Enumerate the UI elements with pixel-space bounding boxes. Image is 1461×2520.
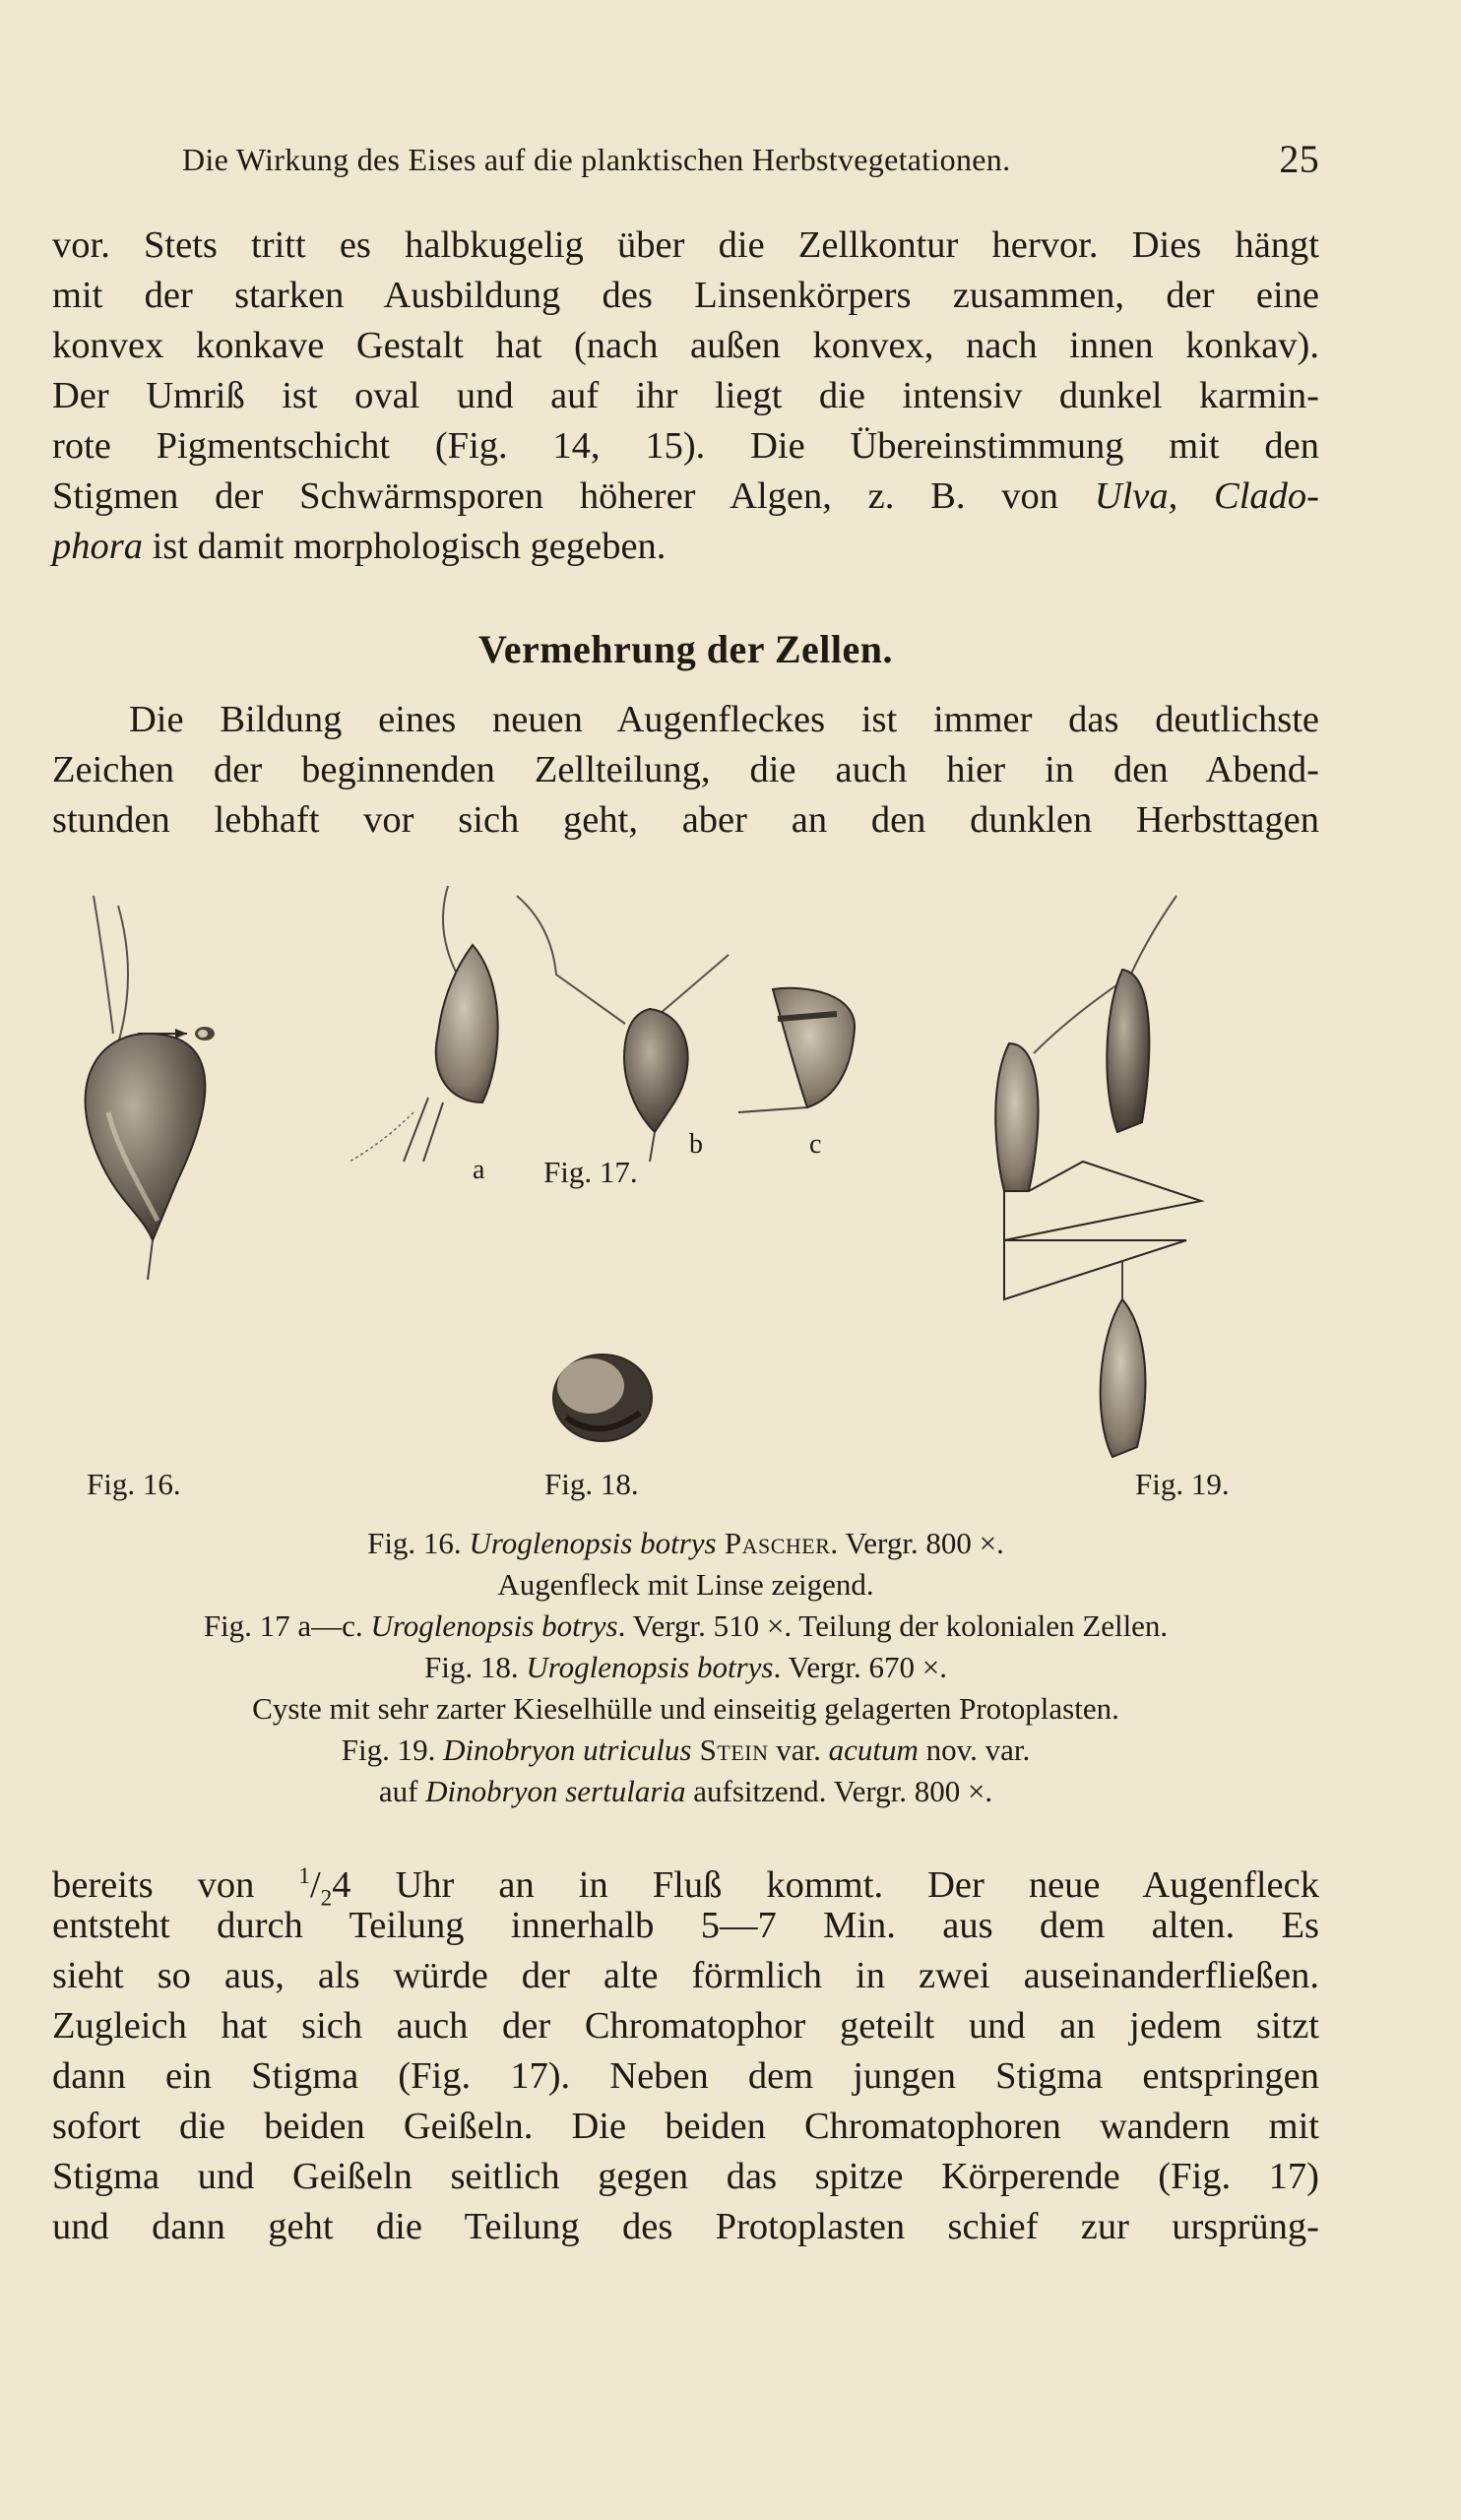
text-run: Stigmen der Schwärmsporen höherer Algen, z. B. von	[52, 475, 1095, 517]
caption-run: Fig. 17 a—c.	[203, 1608, 371, 1643]
caption-line	[52, 1523, 1319, 1564]
text-line: konvex konkave Gestalt hat (nach außen konvex, nach innen konkav).	[52, 325, 1319, 366]
paragraph-1	[52, 220, 1319, 572]
fig17b-label: b	[689, 1129, 703, 1160]
caption-line	[52, 1730, 1319, 1771]
fraction-denominator: 2	[320, 1884, 333, 1911]
paragraph-2	[52, 695, 1319, 846]
paragraph-3	[52, 1851, 1319, 2252]
text-line: vor. Stets tritt es halbkugelig über die Zellkontur hervor. Dies hängt	[52, 224, 1319, 266]
caption-run: auf	[378, 1774, 426, 1808]
figure-captions	[52, 1523, 1319, 1812]
caption-line	[52, 1606, 1319, 1647]
fig16-label: Fig. 16.	[87, 1467, 181, 1501]
running-title: Die Wirkung des Eises auf die planktischen Herbstvegetationen.	[182, 142, 1011, 177]
running-head	[182, 136, 1319, 185]
fig19-drawing	[995, 896, 1201, 1457]
text-line: Zeichen der beginnenden Zellteilung, die auch hier in den Abend-	[52, 749, 1319, 790]
fig18-label: Fig. 18.	[544, 1467, 639, 1501]
text-line: Der Umriß ist oval und auf ihr liegt die intensiv dunkel karmin-	[52, 375, 1319, 416]
caption-line: Augenfleck mit Linse zeigend.	[497, 1567, 874, 1602]
text-line: Die Bildung eines neuen Augenfleckes ist immer das deutlichste	[129, 699, 1319, 740]
text-line: stunden lebhaft vor sich geht, aber an den dunklen Herbsttagen	[52, 799, 1319, 841]
author-name: Pascher	[716, 1526, 831, 1560]
text-line: und dann geht die Teilung des Protoplasten schief zur ursprüng-	[52, 2206, 1319, 2247]
caption-line: Cyste mit sehr zarter Kieselhülle und einseitig gelagerten Protoplasten.	[252, 1691, 1119, 1726]
text-line: bereits von $^1/_24$ Uhr an in Fluß kommt. Der neue Augenfleck	[52, 1862, 1319, 1911]
fig17a-label: a	[473, 1155, 485, 1185]
caption-run: Fig. 18.	[423, 1650, 527, 1684]
text-line	[52, 472, 1319, 522]
variety-name: acutum	[828, 1732, 919, 1767]
fig19-label: Fig. 19.	[1135, 1467, 1230, 1501]
fig18-drawing	[553, 1354, 652, 1441]
caption-run: aufsitzend. Vergr. 800 ×.	[685, 1774, 993, 1808]
text-line: Stigma und Geißeln seitlich gegen das spitze Körperende (Fig. 17)	[52, 2156, 1319, 2197]
page-number: 25	[1279, 137, 1319, 181]
section-heading: Vermehrung der Zellen.	[478, 627, 893, 671]
fig17c-label: c	[809, 1129, 822, 1160]
text-line: rote Pigmentschicht (Fig. 14, 15). Die Übereinstimmung mit den	[52, 425, 1319, 467]
text-run: 4 Uhr an in Fluß kommt. Der neue Augenfleck	[332, 1863, 1319, 1906]
species-name: Uroglenopsis botrys	[526, 1650, 774, 1684]
caption-line	[52, 1771, 1319, 1812]
fig16-drawing	[86, 896, 215, 1280]
text-run: bereits von	[52, 1863, 299, 1906]
genus-name: Ulva, Clado-	[1094, 475, 1319, 517]
fraction-numerator: 1	[298, 1862, 310, 1888]
caption-run: Fig. 19.	[341, 1732, 444, 1767]
text-line: sieht so aus, als würde der alte förmlich in zwei auseinanderfließen.	[52, 1955, 1319, 1996]
caption-run: . Vergr. 670 ×.	[773, 1650, 948, 1684]
fig17c-drawing	[738, 988, 855, 1112]
figure-plate	[59, 866, 1319, 1506]
genus-name: phora	[52, 526, 143, 567]
species-name: Uroglenopsis botrys	[370, 1608, 618, 1643]
caption-run: . Vergr. 800 ×.	[830, 1526, 1004, 1560]
text-line: entsteht durch Teilung innerhalb 5—7 Min. aus dem alten. Es	[52, 1905, 1319, 1946]
fig17b-drawing	[517, 896, 729, 1162]
text-line: sofort die beiden Geißeln. Die beiden Chromatophoren wandern mit	[52, 2106, 1319, 2147]
species-name: Dinobryon utriculus	[443, 1732, 692, 1767]
fig17a-drawing	[349, 886, 498, 1162]
caption-run: var.	[768, 1732, 829, 1767]
caption-run: . Vergr. 510 ×. Teilung der kolonialen Zellen.	[617, 1608, 1169, 1643]
author-name: Stein	[691, 1732, 769, 1767]
species-name: Uroglenopsis botrys	[469, 1526, 717, 1560]
caption-line	[52, 1647, 1319, 1688]
text-line: Zugleich hat sich auch der Chromatophor geteilt und an jedem sitzt	[52, 2005, 1319, 2047]
text-line	[52, 522, 1319, 572]
species-name: Dinobryon sertularia	[425, 1774, 686, 1808]
fig17-label: Fig. 17.	[543, 1155, 638, 1189]
text-run: ist damit morphologisch gegeben.	[142, 526, 667, 567]
caption-run: nov. var.	[918, 1732, 1031, 1767]
figure-drawings	[59, 866, 1319, 1506]
text-line: dann ein Stigma (Fig. 17). Neben dem jungen Stigma entspringen	[52, 2055, 1319, 2097]
text-line: mit der starken Ausbildung des Linsenkörpers zusammen, der eine	[52, 275, 1319, 316]
caption-run: Fig. 16.	[367, 1526, 470, 1560]
